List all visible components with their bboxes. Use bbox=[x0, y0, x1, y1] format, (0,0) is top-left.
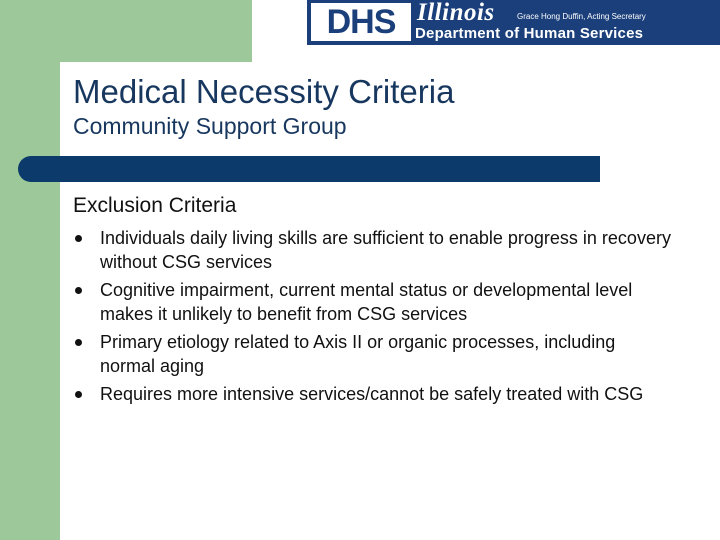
list-item-text: Requires more intensive services/cannot be safely treated with CSG bbox=[100, 384, 644, 404]
list-item bbox=[73, 330, 673, 378]
left-accent-bar bbox=[0, 0, 60, 540]
slide-subtitle: Community Support Group bbox=[73, 113, 347, 139]
dhs-logo-mark: DHS bbox=[311, 3, 411, 41]
list-item-text: Individuals daily living skills are sufficient to enable progress in recovery without CSG services bbox=[100, 228, 671, 272]
list-item bbox=[73, 226, 673, 274]
list-item bbox=[73, 382, 673, 406]
slide-title: Medical Necessity Criteria bbox=[73, 73, 455, 110]
logo-official-name: Grace Hong Duffin, Acting Secretary bbox=[517, 12, 646, 21]
top-accent-block bbox=[0, 0, 252, 62]
bullet-icon bbox=[75, 339, 82, 346]
bullet-icon bbox=[75, 391, 82, 398]
list-item-text: Primary etiology related to Axis II or organic processes, including normal aging bbox=[100, 332, 616, 376]
list-item bbox=[73, 278, 673, 326]
exclusion-criteria-list bbox=[73, 226, 673, 410]
section-heading: Exclusion Criteria bbox=[73, 194, 237, 217]
dhs-logo bbox=[307, 0, 720, 45]
title-divider-bar bbox=[18, 156, 600, 182]
bullet-icon bbox=[75, 287, 82, 294]
logo-department-name: Department of Human Services bbox=[415, 25, 644, 42]
list-item-text: Cognitive impairment, current mental status or developmental level makes it unlikely to benefit from CSG services bbox=[100, 280, 633, 324]
logo-state-name: Illinois bbox=[417, 0, 495, 26]
bullet-icon bbox=[75, 235, 82, 242]
